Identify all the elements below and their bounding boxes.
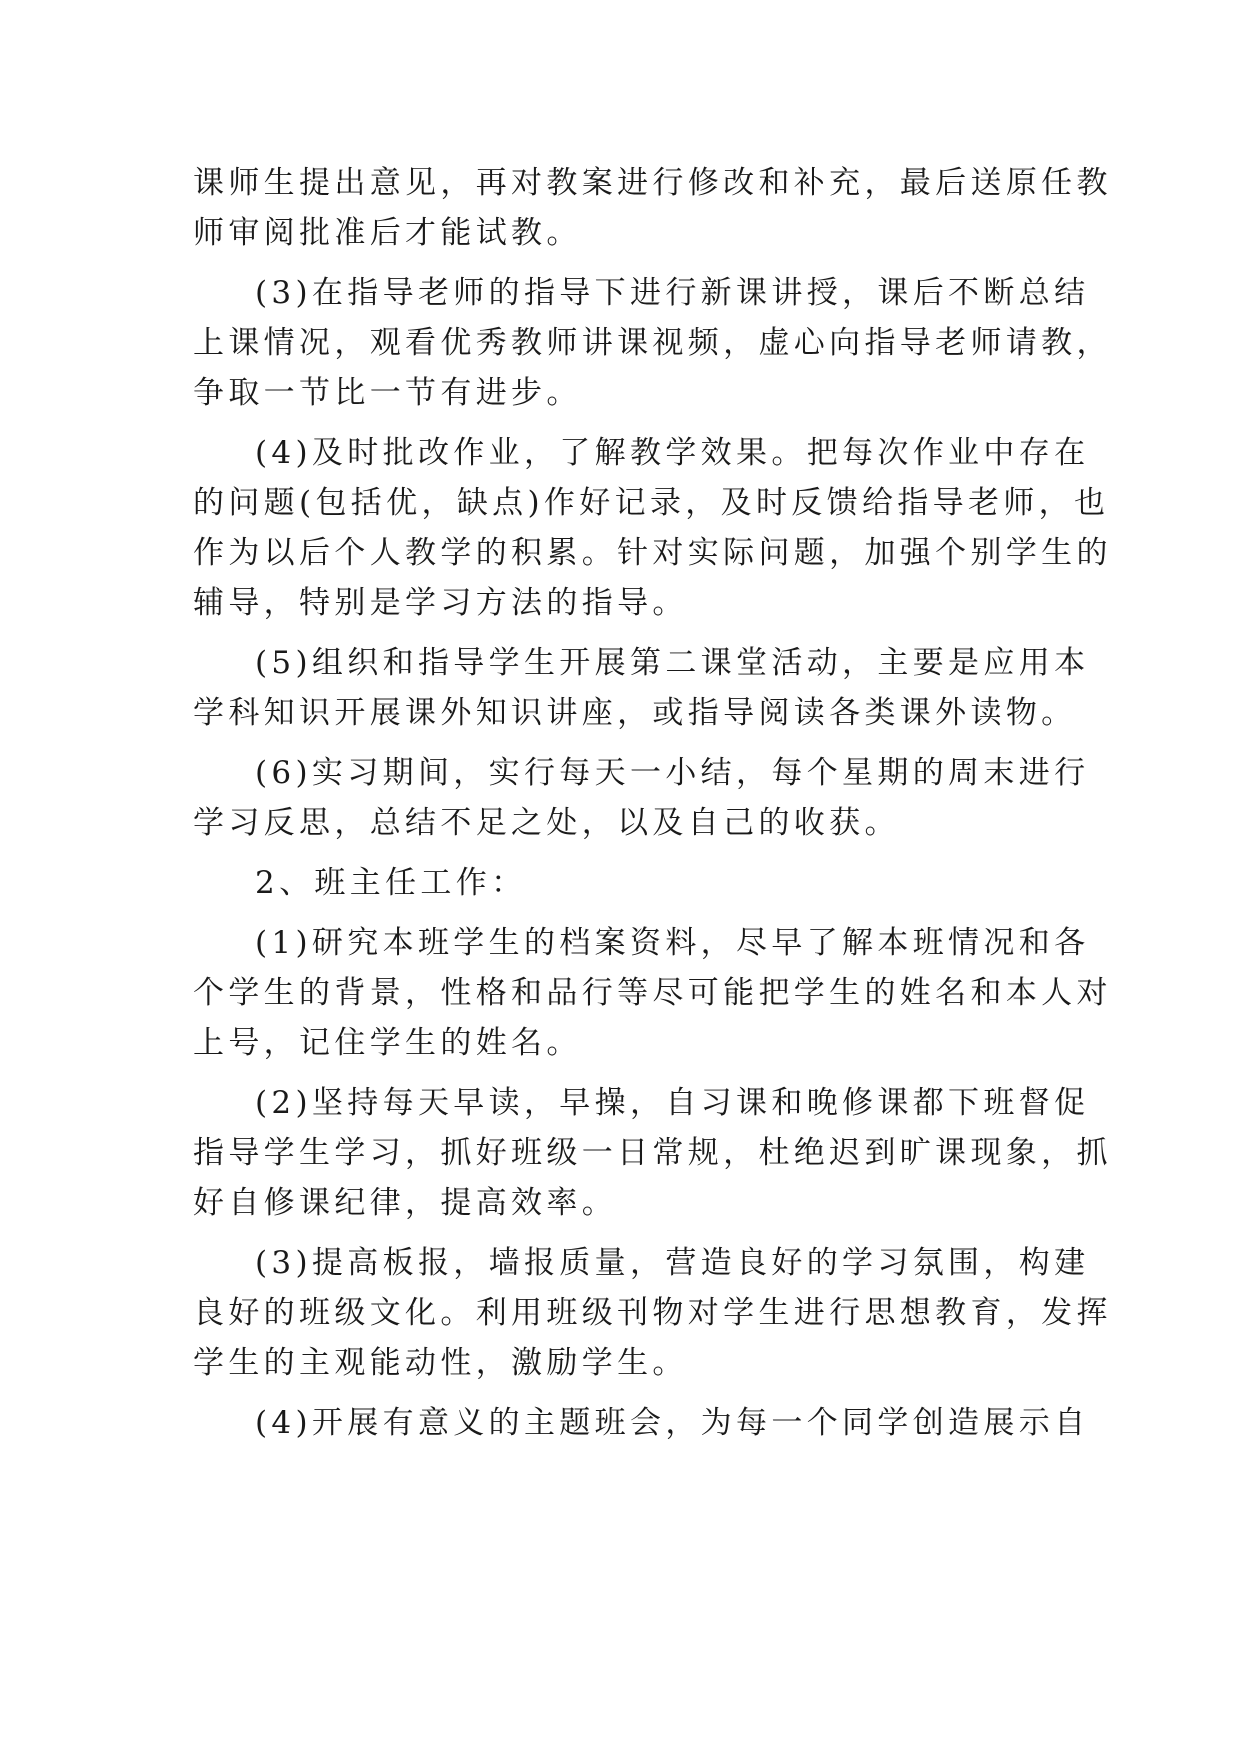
text-line: 2、班主任工作： [255, 865, 527, 901]
text-line: 个学生的背景，性格和品行等尽可能把学生的姓名和本人对 [193, 975, 1112, 1011]
text-line: 学科知识开展课外知识讲座，或指导阅读各类课外读物。 [193, 695, 1077, 731]
text-line: 师审阅批准后才能试教。 [193, 215, 582, 251]
text-line: (4)及时批改作业，了解教学效果。把每次作业中存在 [255, 435, 1090, 471]
text-line: (6)实习期间，实行每天一小结，每个星期的周末进行 [255, 755, 1090, 791]
text-line: 学生的主观能动性，激励学生。 [193, 1345, 688, 1381]
text-line: (3)提高板报，墙报质量，营造良好的学习氛围，构建 [255, 1245, 1090, 1281]
text-line: (4)开展有意义的主题班会，为每一个同学创造展示自 [255, 1405, 1090, 1441]
text-line: (2)坚持每天早读，早操，自习课和晚修课都下班督促 [255, 1085, 1090, 1121]
text-line: 上号，记住学生的姓名。 [193, 1025, 582, 1061]
text-line: 的问题(包括优，缺点)作好记录，及时反馈给指导老师，也 [193, 485, 1110, 521]
text-line: (5)组织和指导学生开展第二课堂活动，主要是应用本 [255, 645, 1090, 681]
text-line: 争取一节比一节有进步。 [193, 375, 582, 411]
text-line: 指导学生学习，抓好班级一日常规，杜绝迟到旷课现象，抓 [193, 1135, 1112, 1171]
text-line: (3)在指导老师的指导下进行新课讲授，课后不断总结 [255, 275, 1090, 311]
text-line: (1)研究本班学生的档案资料，尽早了解本班情况和各 [255, 925, 1090, 961]
text-line: 上课情况，观看优秀教师讲课视频，虚心向指导老师请教， [193, 325, 1112, 361]
document-body [193, 158, 1112, 1448]
text-line: 作为以后个人教学的积累。针对实际问题，加强个别学生的 [193, 535, 1112, 571]
text-line: 好自修课纪律，提高效率。 [193, 1185, 618, 1221]
text-line: 课师生提出意见，再对教案进行修改和补充，最后送原任教 [193, 165, 1112, 201]
text-line: 学习反思，总结不足之处，以及自己的收获。 [193, 805, 900, 841]
text-line: 良好的班级文化。利用班级刊物对学生进行思想教育，发挥 [193, 1295, 1112, 1331]
text-line: 辅导，特别是学习方法的指导。 [193, 585, 688, 621]
